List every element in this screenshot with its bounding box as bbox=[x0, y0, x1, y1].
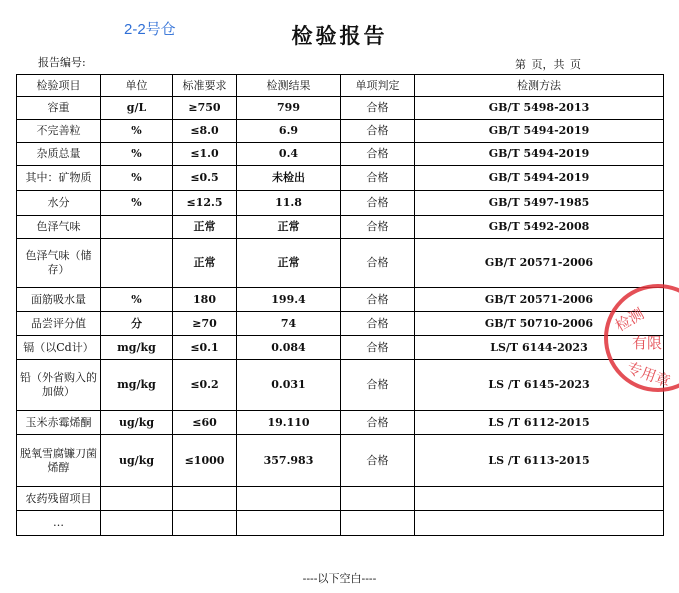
table-row bbox=[17, 239, 664, 288]
report-number-label: 报告编号: bbox=[38, 56, 86, 69]
cell-method bbox=[415, 511, 664, 536]
cell-method: LS /T 6112-2015 bbox=[415, 411, 664, 435]
cell-item: 农药残留项目 bbox=[17, 487, 101, 511]
cell-req: ≤0.1 bbox=[173, 336, 237, 360]
cell-method: GB/T 5494-2019 bbox=[415, 166, 664, 191]
table-header-row bbox=[17, 75, 664, 97]
cell-item: … bbox=[17, 511, 101, 536]
cell-item: 不完善粒 bbox=[17, 120, 101, 143]
cell-result: 357.983 bbox=[237, 435, 341, 487]
cell-req: ≤60 bbox=[173, 411, 237, 435]
table-row bbox=[17, 166, 664, 191]
page-title: 检验报告 bbox=[291, 23, 388, 48]
page-info: 第 页，共 页 bbox=[515, 58, 581, 71]
table-row bbox=[17, 120, 664, 143]
cell-item: 水分 bbox=[17, 191, 101, 216]
table-row bbox=[17, 360, 664, 411]
cell-verdict: 合格 bbox=[341, 288, 415, 312]
cell-method: GB/T 5497-1985 bbox=[415, 191, 664, 216]
cell-item: 品尝评分值 bbox=[17, 312, 101, 336]
table-row bbox=[17, 288, 664, 312]
cell-result bbox=[237, 511, 341, 536]
seal-text-2: 专用章 bbox=[624, 358, 673, 391]
table-row bbox=[17, 487, 664, 511]
cell-result: 11.8 bbox=[237, 191, 341, 216]
cell-req bbox=[173, 487, 237, 511]
table-row bbox=[17, 435, 664, 487]
table-row bbox=[17, 336, 664, 360]
cell-method: LS /T 6113-2015 bbox=[415, 435, 664, 487]
cell-req: ≤1.0 bbox=[173, 143, 237, 166]
cell-req: ≥70 bbox=[173, 312, 237, 336]
cell-req: ≥750 bbox=[173, 97, 237, 120]
column-header-item: 检验项目 bbox=[17, 75, 101, 97]
cell-req: ≤12.5 bbox=[173, 191, 237, 216]
table-row bbox=[17, 97, 664, 120]
cell-method: GB/T 5494-2019 bbox=[415, 143, 664, 166]
warehouse-tag: 2-2号仓 bbox=[124, 21, 176, 38]
cell-item: 容重 bbox=[17, 97, 101, 120]
cell-req: 正常 bbox=[173, 239, 237, 288]
column-header-result: 检测结果 bbox=[237, 75, 341, 97]
cell-unit bbox=[101, 511, 173, 536]
table-row bbox=[17, 411, 664, 435]
cell-verdict: 合格 bbox=[341, 97, 415, 120]
cell-result: 正常 bbox=[237, 216, 341, 239]
cell-req: 180 bbox=[173, 288, 237, 312]
column-header-unit: 单位 bbox=[101, 75, 173, 97]
cell-item: 铅（外省购入的加做） bbox=[17, 360, 101, 411]
cell-unit: % bbox=[101, 191, 173, 216]
cell-verdict bbox=[341, 487, 415, 511]
cell-item: 面筋吸水量 bbox=[17, 288, 101, 312]
table-row bbox=[17, 312, 664, 336]
cell-result: 未检出 bbox=[237, 166, 341, 191]
cell-item: 其中：矿物质 bbox=[17, 166, 101, 191]
cell-method: GB/T 5498-2013 bbox=[415, 97, 664, 120]
cell-unit bbox=[101, 239, 173, 288]
cell-req: ≤0.2 bbox=[173, 360, 237, 411]
cell-result: 0.4 bbox=[237, 143, 341, 166]
cell-result: 6.9 bbox=[237, 120, 341, 143]
cell-req bbox=[173, 511, 237, 536]
table-row bbox=[17, 511, 664, 536]
inspection-table bbox=[16, 74, 664, 536]
cell-item: 杂质总量 bbox=[17, 143, 101, 166]
cell-result: 799 bbox=[237, 97, 341, 120]
cell-method: LS /T 6145-2023 bbox=[415, 360, 664, 411]
cell-result: 19.110 bbox=[237, 411, 341, 435]
cell-item: 色泽气味 bbox=[17, 216, 101, 239]
cell-result: 0.084 bbox=[237, 336, 341, 360]
cell-unit: ug/kg bbox=[101, 411, 173, 435]
official-seal bbox=[598, 278, 679, 398]
cell-unit: % bbox=[101, 120, 173, 143]
cell-item: 色泽气味（储存） bbox=[17, 239, 101, 288]
cell-method: LS/T 6144-2023 bbox=[415, 336, 664, 360]
cell-unit: % bbox=[101, 166, 173, 191]
cell-req: ≤1000 bbox=[173, 435, 237, 487]
cell-method bbox=[415, 487, 664, 511]
cell-verdict: 合格 bbox=[341, 216, 415, 239]
cell-req: ≤8.0 bbox=[173, 120, 237, 143]
cell-verdict: 合格 bbox=[341, 166, 415, 191]
cell-verdict: 合格 bbox=[341, 435, 415, 487]
cell-method: GB/T 50710-2006 bbox=[415, 312, 664, 336]
cell-unit: 分 bbox=[101, 312, 173, 336]
cell-unit: mg/kg bbox=[101, 336, 173, 360]
column-header-requirement: 标准要求 bbox=[173, 75, 237, 97]
table-row bbox=[17, 191, 664, 216]
table-row bbox=[17, 216, 664, 239]
cell-req: 正常 bbox=[173, 216, 237, 239]
cell-unit: g/L bbox=[101, 97, 173, 120]
seal-text-3: 有限 bbox=[632, 334, 663, 352]
cell-result: 正常 bbox=[237, 239, 341, 288]
cell-item: 脱氧雪腐镰刀菌烯醇 bbox=[17, 435, 101, 487]
cell-verdict: 合格 bbox=[341, 336, 415, 360]
cell-verdict: 合格 bbox=[341, 143, 415, 166]
cell-unit: % bbox=[101, 288, 173, 312]
blank-below-note: ----以下空白---- bbox=[302, 572, 377, 585]
cell-verdict: 合格 bbox=[341, 191, 415, 216]
cell-result: 199.4 bbox=[237, 288, 341, 312]
cell-result: 0.031 bbox=[237, 360, 341, 411]
cell-unit: % bbox=[101, 143, 173, 166]
column-header-method: 检测方法 bbox=[415, 75, 664, 97]
cell-item: 玉米赤霉烯酮 bbox=[17, 411, 101, 435]
seal-text-1: 检测 bbox=[612, 304, 648, 336]
table-row bbox=[17, 143, 664, 166]
cell-result bbox=[237, 487, 341, 511]
cell-verdict bbox=[341, 511, 415, 536]
cell-unit: ug/kg bbox=[101, 435, 173, 487]
cell-method: GB/T 5494-2019 bbox=[415, 120, 664, 143]
cell-unit bbox=[101, 216, 173, 239]
cell-verdict: 合格 bbox=[341, 360, 415, 411]
cell-verdict: 合格 bbox=[341, 411, 415, 435]
cell-item: 镉（以Cd计） bbox=[17, 336, 101, 360]
cell-verdict: 合格 bbox=[341, 239, 415, 288]
cell-method: GB/T 5492-2008 bbox=[415, 216, 664, 239]
cell-req: ≤0.5 bbox=[173, 166, 237, 191]
cell-method: GB/T 20571-2006 bbox=[415, 288, 664, 312]
cell-verdict: 合格 bbox=[341, 312, 415, 336]
cell-method: GB/T 20571-2006 bbox=[415, 239, 664, 288]
cell-verdict: 合格 bbox=[341, 120, 415, 143]
column-header-verdict: 单项判定 bbox=[341, 75, 415, 97]
cell-result: 74 bbox=[237, 312, 341, 336]
cell-unit bbox=[101, 487, 173, 511]
cell-unit: mg/kg bbox=[101, 360, 173, 411]
